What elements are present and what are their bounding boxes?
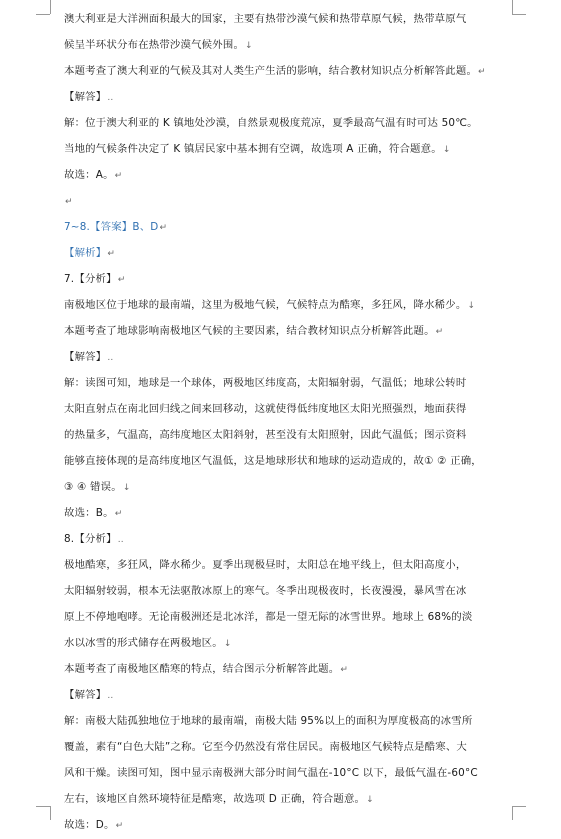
text-line-content: 原上不停地咆哮。无论南极洲还是北冰洋，都是一望无际的冰雪世界。地球上 68%的淡 <box>64 611 473 623</box>
text-line-content: 故选：B。 <box>64 507 114 519</box>
text-line <box>64 240 504 266</box>
text-line-content: 当地的气候条件决定了 K 镇居民家中基本拥有空调，故选项 A 正确，符合题意。 <box>64 143 442 155</box>
text-line <box>64 136 504 162</box>
text-line <box>64 6 504 32</box>
crop-mark-bottom-right-vertical <box>512 806 513 820</box>
paragraph-mark: .. <box>107 691 114 701</box>
text-line-content: 8.【分析】 <box>64 533 117 545</box>
paragraph-mark: ↵ <box>117 275 126 285</box>
text-line-content: 左右，该地区自然环境特征是酷寒，故选项 D 正确，符合题意。 <box>64 793 366 805</box>
text-line-content: 故选：D。 <box>64 819 115 831</box>
text-line <box>64 682 504 708</box>
text-line-content: 覆盖，素有“白色大陆”之称。它至今仍然没有常住居民。南极地区气候特点是酷寒、大 <box>64 741 468 753</box>
text-line <box>64 396 504 422</box>
text-line <box>64 162 504 188</box>
crop-mark-top-left <box>36 14 50 15</box>
text-line <box>64 734 504 760</box>
text-line-content: ③ ④ 错误。 <box>64 481 122 493</box>
text-line-content: 南极地区位于地球的最南端，这里为极地气候，气候特点为酷寒，多狂风，降水稀少。 <box>64 299 467 311</box>
text-line <box>64 578 504 604</box>
crop-mark-bottom-left <box>36 806 50 807</box>
text-line-content: 故选：A。 <box>64 169 114 181</box>
crop-mark-top-right <box>512 14 526 15</box>
text-line <box>64 526 504 552</box>
text-line <box>64 552 504 578</box>
text-line-content: 极地酷寒，多狂风，降水稀少。夏季出现极昼时，太阳总在地平线上，但太阳高度小， <box>64 559 467 571</box>
text-line-content: 风和干燥。读图可知，图中显示南极洲大部分时间气温在-10°C 以下，最低气温在-60°C <box>64 767 478 779</box>
text-line-content: 解：位于澳大利亚的 K 镇地处沙漠，自然景观极度荒凉，夏季最高气温有时可达 50℃。 <box>64 117 478 129</box>
paragraph-mark: ↵ <box>340 665 349 675</box>
text-line <box>64 292 504 318</box>
crop-mark-top-right-vertical <box>512 0 513 14</box>
text-line <box>64 58 504 84</box>
text-line-content: 【解答】 <box>64 689 107 701</box>
text-line <box>64 370 504 396</box>
paragraph-mark: ↓ <box>122 483 131 493</box>
paragraph-mark: ↓ <box>245 41 253 51</box>
text-line <box>64 318 504 344</box>
text-line-content: 【解答】 <box>64 351 107 363</box>
text-line <box>64 656 504 682</box>
text-line-content: 解：南极大陆孤独地位于地球的最南端，南极大陆 95%以上的面积为厚度极高的冰雪所 <box>64 715 473 727</box>
text-line <box>64 188 504 214</box>
text-line <box>64 422 504 448</box>
text-line <box>64 84 504 110</box>
paragraph-mark: ↵ <box>114 509 123 519</box>
text-line-content: 候呈半环状分布在热带沙漠气候外围。 <box>64 39 245 51</box>
text-line-content: 7.【分析】 <box>64 273 117 285</box>
text-line-content: 【解答】 <box>64 91 107 103</box>
paragraph-mark: ↓ <box>366 795 374 805</box>
text-line <box>64 708 504 734</box>
text-line-content: 能够直接体现的是高纬度地区气温低，这是地球形状和地球的运动造成的，故① ② 正确， <box>64 455 482 467</box>
text-line-content: 本题考查了地球影响南极地区气候的主要因素，结合教材知识点分析解答此题。 <box>64 325 435 337</box>
text-line <box>64 630 504 656</box>
paragraph-mark: ↵ <box>159 223 168 233</box>
paragraph-mark: ↵ <box>65 197 73 207</box>
document-body <box>64 6 504 838</box>
paragraph-mark: .. <box>117 535 124 545</box>
crop-mark-bottom-right <box>512 806 526 807</box>
text-line-content: 太阳直射点在南北回归线之间来回移动，这就使得低纬度地区太阳光照强烈，地面获得 <box>64 403 467 415</box>
paragraph-mark: .. <box>107 93 114 103</box>
text-line <box>64 786 504 812</box>
text-line-content: 水以冰雪的形式储存在两极地区。 <box>64 637 223 649</box>
text-line-content: 【解析】 <box>64 247 107 259</box>
text-line <box>64 500 504 526</box>
paragraph-mark: ↵ <box>107 249 116 259</box>
text-line-content: 7~8.【答案】B、D <box>64 221 159 233</box>
text-line <box>64 448 504 474</box>
text-line-content: 本题考查了澳大利亚的气候及其对人类生产生活的影响，结合教材知识点分析解答此题。 <box>64 65 478 77</box>
text-line <box>64 344 504 370</box>
text-line <box>64 266 504 292</box>
paragraph-mark: ↓ <box>467 301 476 311</box>
paragraph-mark: ↵ <box>435 327 444 337</box>
paragraph-mark: ↓ <box>442 145 451 155</box>
crop-mark-bottom-left-vertical <box>50 806 51 820</box>
text-line <box>64 214 504 240</box>
footer-fragment <box>230 813 320 820</box>
text-line <box>64 110 504 136</box>
text-line <box>64 604 504 630</box>
paragraph-mark: .. <box>107 353 114 363</box>
paragraph-mark: ↵ <box>114 171 123 181</box>
text-line-content: 的热量多，气温高，高纬度地区太阳斜射，甚至没有太阳照射，因此气温低；图示资料 <box>64 429 467 441</box>
text-line-content: 澳大利亚是大洋洲面积最大的国家，主要有热带沙漠气候和热带草原气候，热带草原气 <box>64 13 467 25</box>
text-line <box>64 32 504 58</box>
paragraph-mark: ↵ <box>478 67 486 77</box>
paragraph-mark: ↓ <box>223 639 232 649</box>
crop-mark-top-left-vertical <box>50 0 51 14</box>
text-line <box>64 760 504 786</box>
text-line-content: 本题考查了南极地区酷寒的特点，结合图示分析解答此题。 <box>64 663 340 675</box>
text-line-content: 解：读图可知，地球是一个球体，两极地区纬度高，太阳辐射弱，气温低；地球公转时 <box>64 377 467 389</box>
text-line <box>64 474 504 500</box>
paragraph-mark: ↵ <box>115 821 124 831</box>
text-line-content: 太阳辐射较弱，根本无法驱散冰原上的寒气。冬季出现极夜时，长夜漫漫，暴风雪在冰 <box>64 585 467 597</box>
